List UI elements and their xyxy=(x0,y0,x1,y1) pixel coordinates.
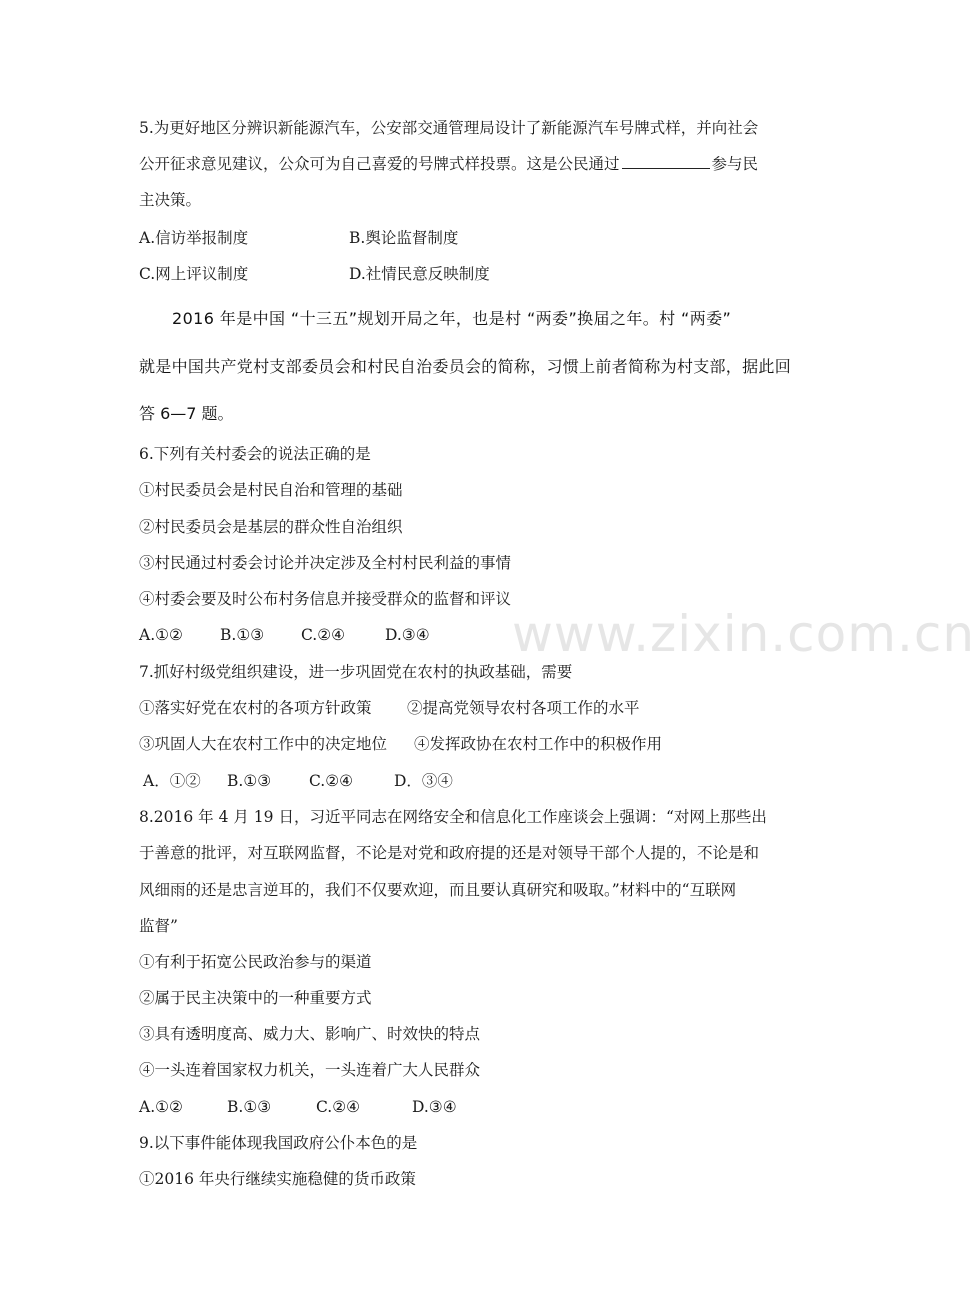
q6-item-1: ①村民委员会是村民自治和管理的基础 xyxy=(139,481,403,499)
q9-item-1: ①2016 年央行继续实施稳健的货币政策 xyxy=(139,1170,416,1188)
q7-item-2: ②提高党领导农村各项工作的水平 xyxy=(407,699,640,717)
q5-option-a: A.信访举报制度 xyxy=(139,229,249,247)
q6-options xyxy=(139,625,430,645)
intro-line3: 答 6—7 题。 xyxy=(139,404,234,423)
intro-line1: 2016 年是中国 “十三五”规划开局之年，也是村 “两委”换届之年。村 “两委” xyxy=(172,309,732,328)
intro-line2: 就是中国共产党村支部委员会和村民自治委员会的简称，习惯上前者简称为村支部，据此回 xyxy=(139,357,792,376)
watermark: www.zixin.com.cn xyxy=(512,605,975,663)
q5-line2 xyxy=(139,154,758,174)
q8-option-b: B.①③ xyxy=(227,1098,272,1116)
q7-items-row1 xyxy=(139,698,640,718)
q7-stem: 7.抓好村级党组织建设，进一步巩固党在农村的执政基础，需要 xyxy=(139,663,573,681)
q6-stem: 6.下列有关村委会的说法正确的是 xyxy=(139,445,371,463)
q7-option-b: B.①③ xyxy=(227,772,272,790)
q8-line2: 于善意的批评，对互联网监督，不论是对党和政府提的还是对领导干部个人提的，不论是和 xyxy=(139,844,760,862)
q6-option-d: D.③④ xyxy=(385,626,430,644)
q5-option-d: D.社情民意反映制度 xyxy=(349,265,490,283)
q8-options xyxy=(139,1097,457,1117)
q8-item-4: ④一头连着国家权力机关，一头连着广大人民群众 xyxy=(139,1061,481,1079)
q8-item-3: ③具有透明度高、威力大、影响广、时效快的特点 xyxy=(139,1025,481,1043)
q8-option-d: D.③④ xyxy=(412,1098,457,1116)
q7-items-row2 xyxy=(139,734,662,754)
q9-stem: 9.以下事件能体现我国政府公仆本色的是 xyxy=(139,1134,418,1152)
q8-line4: 监督” xyxy=(139,917,178,935)
q5-option-b: B.舆论监督制度 xyxy=(349,229,459,247)
q8-option-a: A.①② xyxy=(139,1098,183,1116)
q7-item-3: ③巩固人大在农村工作中的决定地位 xyxy=(139,735,388,753)
q8-option-c: C.②④ xyxy=(316,1098,361,1116)
q7-options xyxy=(143,771,453,791)
q5-line2-pre: 公开征求意见建议，公众可为自己喜爱的号牌式样投票。这是公民通过 xyxy=(139,155,620,173)
q7-option-a: A．①② xyxy=(143,772,201,790)
q5-option-c: C.网上评议制度 xyxy=(139,265,249,283)
q6-option-a: A.①② xyxy=(139,626,183,644)
q7-option-c: C.②④ xyxy=(309,772,354,790)
q7-item-1: ①落实好党在农村的各项方针政策 xyxy=(139,699,372,717)
q7-item-4: ④发挥政协在农村工作中的积极作用 xyxy=(414,735,663,753)
q6-item-3: ③村民通过村委会讨论并决定涉及全村村民利益的事情 xyxy=(139,554,512,572)
q5-line2-post: 参与民 xyxy=(711,155,759,173)
q8-item-2: ②属于民主决策中的一种重要方式 xyxy=(139,989,372,1007)
q6-item-2: ②村民委员会是基层的群众性自治组织 xyxy=(139,518,403,536)
q6-item-4: ④村委会要及时公布村务信息并接受群众的监督和评议 xyxy=(139,590,512,608)
q8-line1: 8.2016 年 4 月 19 日，习近平同志在网络安全和信息化工作座谈会上强调：“对网上那些出 xyxy=(139,808,767,826)
answer-blank xyxy=(622,154,710,169)
q5-line1: 5.为更好地区分辨识新能源汽车，公安部交通管理局设计了新能源汽车号牌式样，并向社会 xyxy=(139,119,759,137)
q8-item-1: ①有利于拓宽公民政治参与的渠道 xyxy=(139,953,372,971)
q6-option-b: B.①③ xyxy=(220,626,265,644)
q6-option-c: C.②④ xyxy=(301,626,346,644)
q8-line3: 风细雨的还是忠言逆耳的，我们不仅要欢迎，而且要认真研究和吸取。”材料中的“互联网 xyxy=(139,881,737,899)
q5-line3: 主决策。 xyxy=(139,191,202,209)
q7-option-d: D．③④ xyxy=(394,772,453,790)
